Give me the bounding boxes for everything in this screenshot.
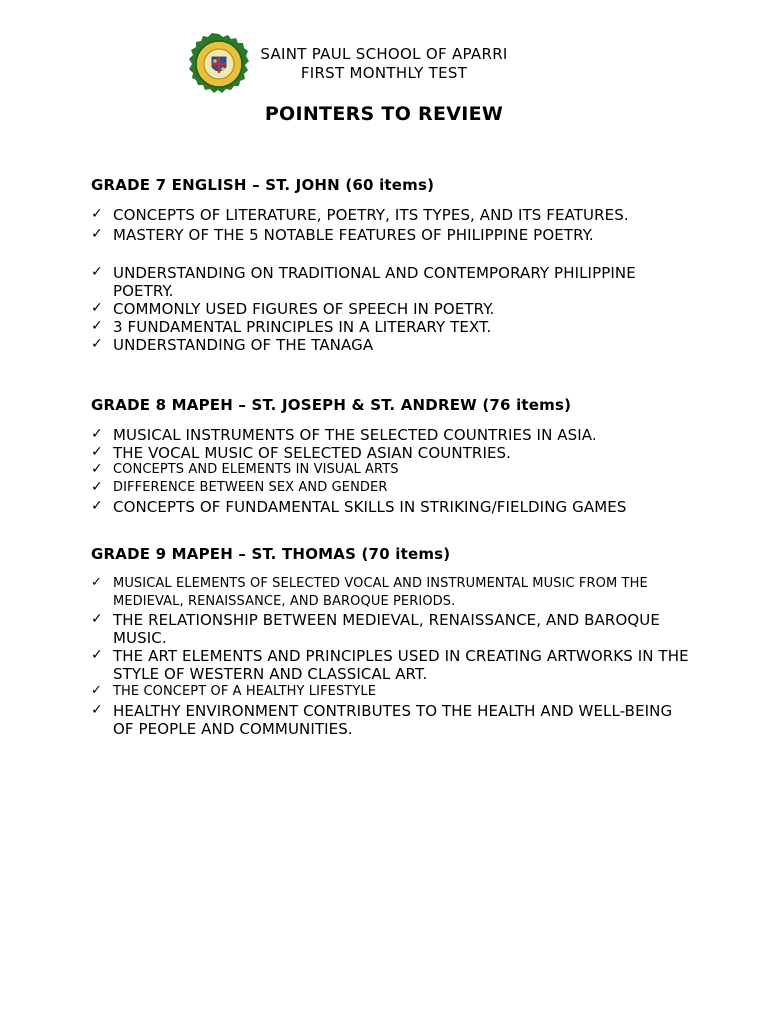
checkmark-icon: ✓	[91, 300, 103, 316]
list-item-text: 3 FUNDAMENTAL PRINCIPLES IN A LITERARY TEXT.	[113, 318, 492, 336]
section-title-grade7: GRADE 7 ENGLISH – ST. JOHN (60 items)	[91, 176, 435, 194]
school-seal-logo	[189, 33, 249, 95]
checkmark-icon: ✓	[91, 479, 103, 495]
test-name: FIRST MONTHLY TEST	[300, 64, 468, 82]
checkmark-icon: ✓	[91, 426, 103, 442]
list-item-text: THE VOCAL MUSIC OF SELECTED ASIAN COUNTRIES.	[113, 444, 512, 462]
checkmark-icon: ✓	[91, 444, 103, 460]
checkmark-icon: ✓	[91, 575, 102, 590]
checkmark-icon: ✓	[91, 498, 103, 514]
section-title-grade8: GRADE 8 MAPEH – ST. JOSEPH & ST. ANDREW (76 items)	[91, 396, 572, 414]
list-item-text: CONCEPTS OF LITERATURE, POETRY, ITS TYPES, AND ITS FEATURES.	[113, 206, 629, 224]
checkmark-icon: ✓	[91, 206, 103, 222]
list-item-text: CONCEPTS AND ELEMENTS IN VISUAL ARTS	[113, 462, 399, 477]
section-title-grade9: GRADE 9 MAPEH – ST. THOMAS (70 items)	[91, 545, 451, 563]
list-item-text: UNDERSTANDING ON TRADITIONAL AND CONTEMPORARY PHILIPPINE POETRY.	[113, 264, 636, 300]
checkmark-icon: ✓	[91, 226, 103, 242]
list-item-text: HEALTHY ENVIRONMENT CONTRIBUTES TO THE HEALTH AND WELL-BEING OF PEOPLE AND COMMUNITIES.	[113, 702, 673, 738]
list-item-text: MASTERY OF THE 5 NOTABLE FEATURES OF PHILIPPINE POETRY.	[113, 226, 594, 244]
checkmark-icon: ✓	[91, 702, 103, 718]
list-item-text: CONCEPTS OF FUNDAMENTAL SKILLS IN STRIKING/FIELDING GAMES	[113, 498, 627, 516]
checkmark-icon: ✓	[91, 318, 103, 334]
school-header	[246, 45, 522, 83]
checkmark-icon: ✓	[91, 683, 102, 698]
list-item-text: UNDERSTANDING OF THE TANAGA	[113, 336, 374, 354]
document-header	[0, 0, 768, 140]
checkmark-icon: ✓	[91, 264, 103, 280]
school-name: SAINT PAUL SCHOOL OF APARRI	[260, 45, 508, 63]
checkmark-icon: ✓	[91, 336, 103, 352]
list-item-text: THE ART ELEMENTS AND PRINCIPLES USED IN CREATING ARTWORKS IN THE STYLE OF WESTERN AND CLASSICAL ART.	[113, 647, 689, 683]
list-item-text: THE RELATIONSHIP BETWEEN MEDIEVAL, RENAISSANCE, AND BAROQUE MUSIC.	[113, 611, 660, 647]
list-item-text: MUSICAL ELEMENTS OF SELECTED VOCAL AND INSTRUMENTAL MUSIC FROM THE MEDIEVAL, RENAISSANCE, AND BAROQUE PERIODS.	[113, 576, 648, 609]
list-item-text: COMMONLY USED FIGURES OF SPEECH IN POETRY.	[113, 300, 495, 318]
checkmark-icon: ✓	[91, 461, 103, 477]
checkmark-icon: ✓	[91, 611, 103, 627]
checkmark-icon: ✓	[91, 647, 103, 663]
list-item-text: DIFFERENCE BETWEEN SEX AND GENDER	[113, 480, 388, 495]
list-item-text: MUSICAL INSTRUMENTS OF THE SELECTED COUNTRIES IN ASIA.	[113, 426, 597, 444]
list-item-text: THE CONCEPT OF A HEALTHY LIFESTYLE	[113, 684, 377, 699]
page-title: POINTERS TO REVIEW	[264, 103, 504, 125]
